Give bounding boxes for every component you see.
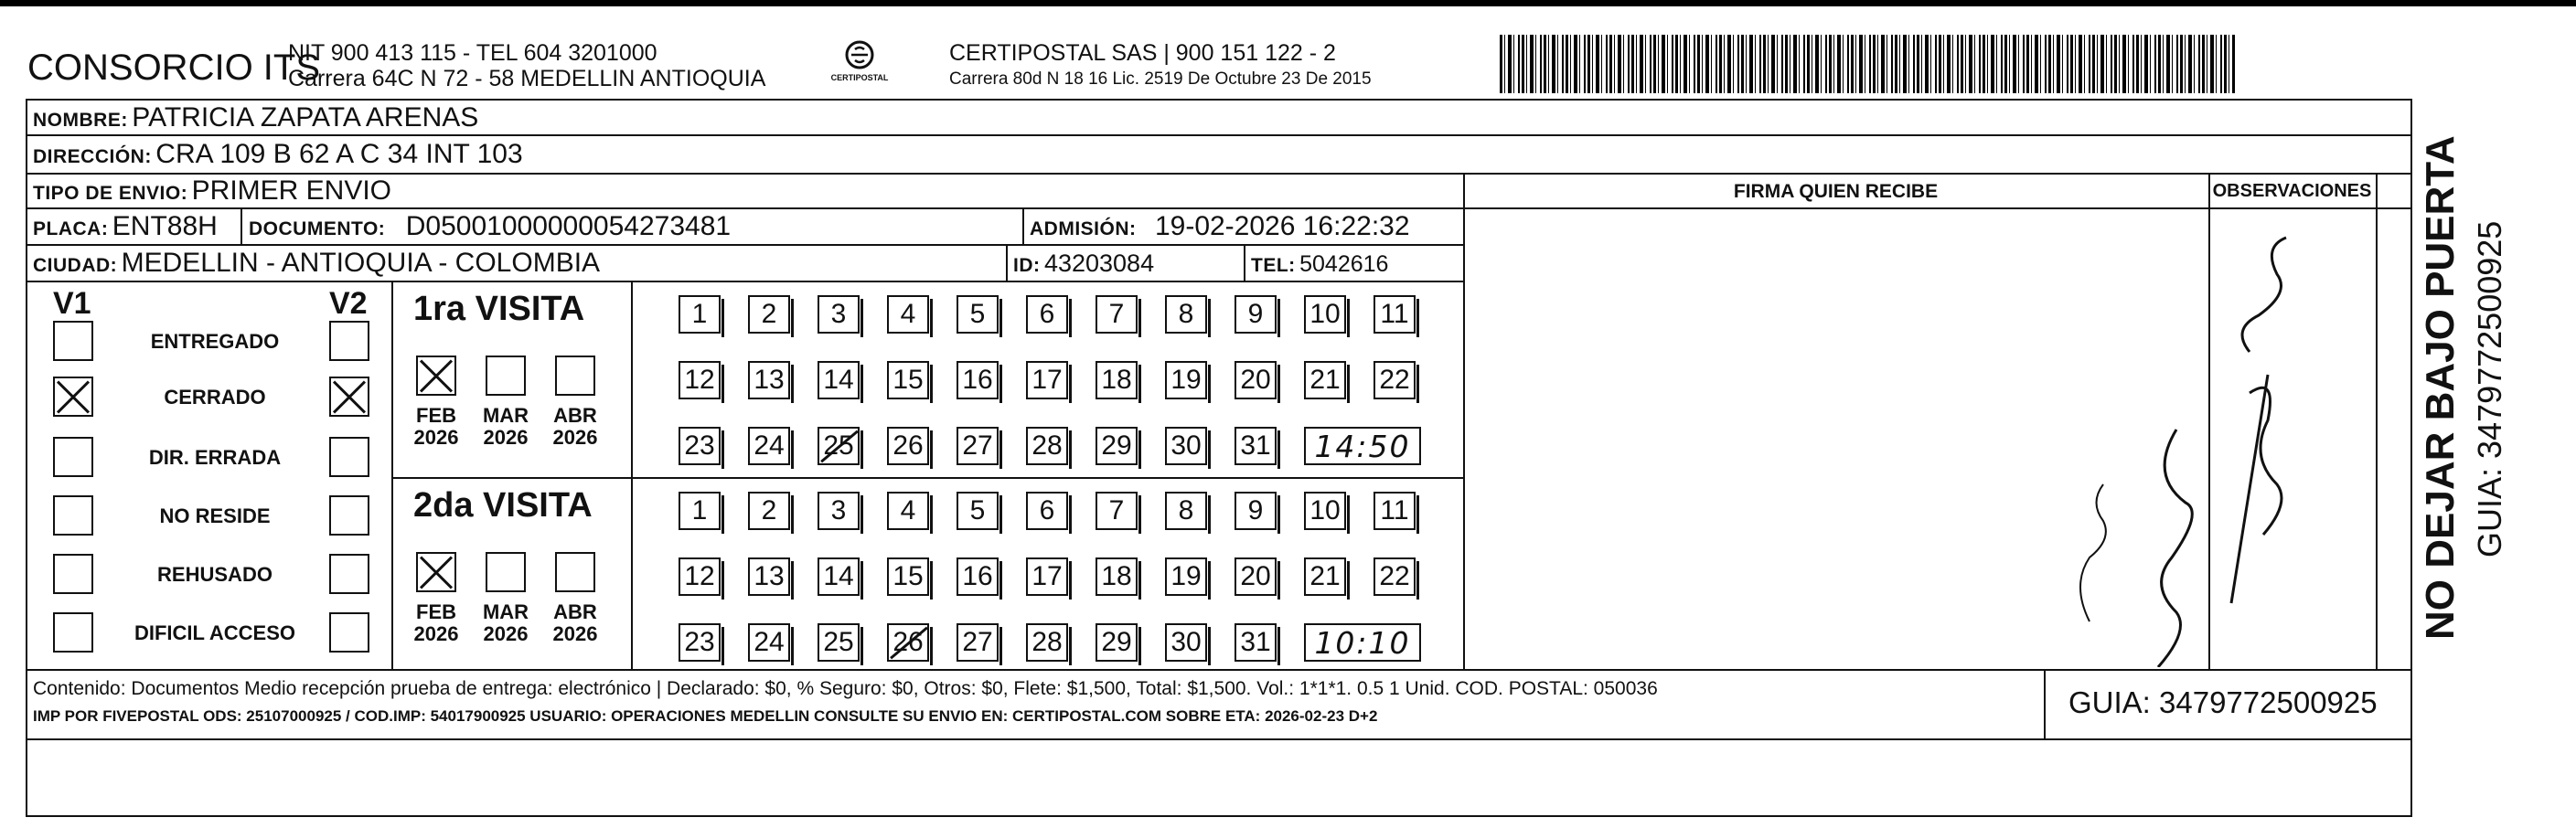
v1-checkbox[interactable] [53, 321, 93, 361]
id-label: ID: [1013, 255, 1041, 276]
month-name: FEB [416, 404, 456, 427]
day-box[interactable]: 1 [679, 295, 721, 334]
month-label [548, 405, 603, 449]
footer-guia: GUIA: 3479772500925 [2068, 685, 2378, 719]
v2-checkbox[interactable] [329, 437, 369, 477]
day-box[interactable]: 15 [887, 361, 929, 399]
divider [631, 281, 633, 669]
day-box[interactable]: 26 [887, 623, 929, 662]
day-box[interactable]: 28 [1026, 623, 1068, 662]
month-year: 2026 [552, 426, 598, 449]
day-box[interactable]: 12 [679, 557, 721, 596]
day-box[interactable]: 8 [1165, 492, 1207, 530]
day-box[interactable]: 18 [1096, 557, 1138, 596]
day-box[interactable]: 25 [818, 427, 860, 465]
v1-checkbox[interactable] [53, 612, 93, 653]
month-year: 2026 [552, 622, 598, 645]
day-box[interactable]: 4 [887, 492, 929, 530]
firma-header: FIRMA QUIEN RECIBE [1733, 181, 1939, 202]
v2-checkbox[interactable] [329, 495, 369, 536]
v2-checkbox[interactable] [329, 321, 369, 361]
day-box[interactable]: 29 [1096, 427, 1138, 465]
carrier-license: Carrera 80d N 18 16 Lic. 2519 De Octubre 23 De 2015 [949, 69, 1372, 89]
day-box[interactable]: 25 [818, 623, 860, 662]
day-box[interactable]: 22 [1374, 361, 1416, 399]
ciudad-label: CIUDAD: [33, 255, 118, 276]
month-label [409, 405, 464, 449]
divider [26, 173, 2412, 175]
status-label: NO RESIDE [159, 504, 271, 527]
day-box[interactable]: 23 [679, 427, 721, 465]
day-box[interactable]: 23 [679, 623, 721, 662]
month-year: 2026 [483, 426, 529, 449]
month-year: 2026 [413, 426, 459, 449]
admision-label: ADMISIÓN: [1030, 218, 1137, 239]
visit-title: 2da VISITA [413, 486, 593, 525]
ciudad-value: MEDELLIN - ANTIOQUIA - COLOMBIA [121, 248, 601, 278]
documento-field [249, 211, 731, 242]
ciudad-field [33, 248, 600, 279]
day-box[interactable]: 24 [748, 427, 790, 465]
day-box[interactable]: 16 [957, 361, 999, 399]
day-box[interactable]: 20 [1235, 557, 1277, 596]
day-box[interactable]: 27 [957, 427, 999, 465]
v1-checkbox[interactable] [53, 495, 93, 536]
logo-caption: CERTIPOSTAL [830, 73, 889, 82]
v2-header: V2 [329, 286, 368, 321]
month-checkbox[interactable] [555, 356, 595, 396]
id-value: 43203084 [1043, 249, 1155, 277]
documento-label: DOCUMENTO: [249, 218, 386, 239]
status-label: CERRADO [164, 386, 266, 409]
day-box[interactable]: 6 [1026, 295, 1068, 334]
day-box[interactable]: 17 [1026, 557, 1068, 596]
tipo-envio-label: TIPO DE ENVIO: [33, 183, 188, 204]
tipo-envio-value: PRIMER ENVIO [191, 175, 392, 206]
month-name: FEB [416, 600, 456, 623]
top-black-bar [0, 0, 2576, 6]
visit-time[interactable]: 14:50 [1304, 427, 1421, 465]
v1-checkbox[interactable] [53, 437, 93, 477]
month-label [478, 405, 533, 449]
day-box[interactable]: 6 [1026, 492, 1068, 530]
nombre-label: NOMBRE: [33, 110, 128, 131]
visit-time[interactable]: 10:10 [1304, 623, 1421, 662]
day-box[interactable]: 19 [1165, 361, 1207, 399]
day-box[interactable]: 19 [1165, 557, 1207, 596]
placa-label: PLACA: [33, 218, 109, 239]
month-checkbox[interactable] [486, 356, 526, 396]
day-box[interactable]: 18 [1096, 361, 1138, 399]
month-checkbox[interactable] [555, 552, 595, 592]
admision-value: 19-02-2026 16:22:32 [1154, 211, 1410, 241]
tel-field [1251, 251, 1388, 278]
month-name: ABR [553, 404, 597, 427]
v2-checkbox[interactable] [329, 554, 369, 594]
tel-label: TEL: [1251, 255, 1296, 276]
day-box[interactable]: 2 [748, 492, 790, 530]
company-nit-tel: NIT 900 413 115 - TEL 604 3201000 [288, 40, 657, 66]
month-name: ABR [553, 600, 597, 623]
company-address: Carrera 64C N 72 - 58 MEDELLIN ANTIOQUIA [288, 66, 766, 91]
documento-value: D05001000000054273481 [405, 211, 732, 241]
day-box[interactable]: 10 [1304, 492, 1346, 530]
month-label [478, 601, 533, 645]
v1-header: V1 [53, 286, 91, 321]
month-name: MAR [482, 600, 529, 623]
day-box[interactable]: 26 [887, 427, 929, 465]
day-box[interactable]: 29 [1096, 623, 1138, 662]
day-box[interactable]: 7 [1096, 492, 1138, 530]
day-box[interactable]: 1 [679, 492, 721, 530]
day-box[interactable]: 28 [1026, 427, 1068, 465]
lower-frame [26, 740, 2412, 817]
divider [1022, 207, 1024, 244]
day-box[interactable]: 30 [1165, 427, 1207, 465]
day-box[interactable]: 11 [1374, 492, 1416, 530]
day-box[interactable]: 16 [957, 557, 999, 596]
day-box[interactable]: 2 [748, 295, 790, 334]
divider [2376, 173, 2378, 669]
day-box[interactable]: 27 [957, 623, 999, 662]
day-box[interactable]: 12 [679, 361, 721, 399]
id-field [1013, 249, 1154, 278]
status-label: DIFICIL ACCESO [134, 621, 295, 644]
company-name: CONSORCIO ITS [27, 48, 321, 88]
observaciones-header: OBSERVACIONES [2212, 181, 2372, 201]
divider [26, 281, 1465, 282]
signature-scribble [1463, 210, 2376, 667]
month-checkbox[interactable] [416, 356, 456, 396]
month-label [409, 601, 464, 645]
placa-value: ENT88H [112, 211, 218, 241]
v1-checkbox[interactable] [53, 377, 93, 417]
signature-stroke [2080, 484, 2106, 621]
carrier-name: CERTIPOSTAL SAS | 900 151 122 - 2 [949, 40, 1336, 66]
month-label [548, 601, 603, 645]
divider [26, 244, 1465, 246]
month-name: MAR [482, 404, 529, 427]
day-box[interactable]: 7 [1096, 295, 1138, 334]
day-box[interactable]: 24 [748, 623, 790, 662]
day-box[interactable]: 21 [1304, 557, 1346, 596]
month-year: 2026 [413, 622, 459, 645]
placa-field [33, 211, 218, 242]
day-box[interactable]: 4 [887, 295, 929, 334]
day-box[interactable]: 22 [1374, 557, 1416, 596]
day-box[interactable]: 31 [1235, 427, 1277, 465]
day-box[interactable]: 21 [1304, 361, 1346, 399]
signature-stroke [2158, 238, 2286, 667]
visit-title: 1ra VISITA [413, 290, 585, 328]
divider [26, 207, 2412, 209]
day-box[interactable]: 3 [818, 492, 860, 530]
day-box[interactable]: 13 [748, 557, 790, 596]
logo-icon [828, 37, 892, 95]
month-checkbox[interactable] [416, 552, 456, 592]
day-box[interactable]: 10 [1304, 295, 1346, 334]
day-box[interactable]: 11 [1374, 295, 1416, 334]
day-box[interactable]: 9 [1235, 295, 1277, 334]
day-box[interactable]: 3 [818, 295, 860, 334]
day-box[interactable]: 9 [1235, 492, 1277, 530]
day-box[interactable]: 30 [1165, 623, 1207, 662]
month-year: 2026 [483, 622, 529, 645]
side-guia: GUIA: 3479772500925 [2471, 220, 2508, 557]
day-box[interactable]: 5 [957, 492, 999, 530]
divider [2044, 669, 2046, 740]
v2-checkbox[interactable] [329, 377, 369, 417]
v2-checkbox[interactable] [329, 612, 369, 653]
day-box[interactable]: 31 [1235, 623, 1277, 662]
status-label: ENTREGADO [150, 330, 280, 353]
direccion-value: CRA 109 B 62 A C 34 INT 103 [155, 139, 523, 169]
direccion-row [33, 139, 523, 170]
divider [391, 477, 1465, 479]
day-box[interactable]: 14 [818, 557, 860, 596]
status-label: REHUSADO [157, 563, 273, 586]
direccion-label: DIRECCIÓN: [33, 146, 152, 167]
divider [240, 207, 242, 244]
divider [1244, 244, 1245, 281]
tipo-envio-row [33, 175, 391, 207]
divider [26, 669, 2412, 671]
nombre-value: PATRICIA ZAPATA ARENAS [132, 102, 479, 133]
day-box[interactable]: 5 [957, 295, 999, 334]
divider [391, 281, 393, 669]
day-box[interactable]: 8 [1165, 295, 1207, 334]
day-box[interactable]: 15 [887, 557, 929, 596]
certipostal-logo [828, 37, 892, 95]
footer-impresion: IMP POR FIVEPOSTAL ODS: 25107000925 / COD.IMP: 54017900925 USUARIO: OPERACIONES MEDELLIN CONSULTE SU ENVIO EN: CERTIPOSTAL.COM SOBRE ETA: 2026-02-23 D+2 [33, 707, 1378, 725]
side-notice: NO DEJAR BAJO PUERTA [2418, 135, 2463, 640]
v1-checkbox[interactable] [53, 554, 93, 594]
status-label: DIR. ERRADA [148, 446, 282, 469]
footer-contenido: Contenido: Documentos Medio recepción prueba de entrega: electrónico | Declarado: $0, % Seguro: $0, Otros: $0, Flete: $1,500, Total: $1,500. Vol.: 1*1*1. 0.5 1 Unid. COD. POSTAL: 050036 [33, 678, 1658, 699]
day-box[interactable]: 17 [1026, 361, 1068, 399]
month-checkbox[interactable] [486, 552, 526, 592]
tel-value: 5042616 [1299, 251, 1389, 277]
admision-field [1030, 211, 1410, 242]
divider [1006, 244, 1008, 281]
nombre-row [33, 102, 478, 133]
barcode [1500, 35, 2235, 93]
day-box[interactable]: 20 [1235, 361, 1277, 399]
divider [26, 134, 2412, 136]
day-box[interactable]: 13 [748, 361, 790, 399]
day-box[interactable]: 14 [818, 361, 860, 399]
